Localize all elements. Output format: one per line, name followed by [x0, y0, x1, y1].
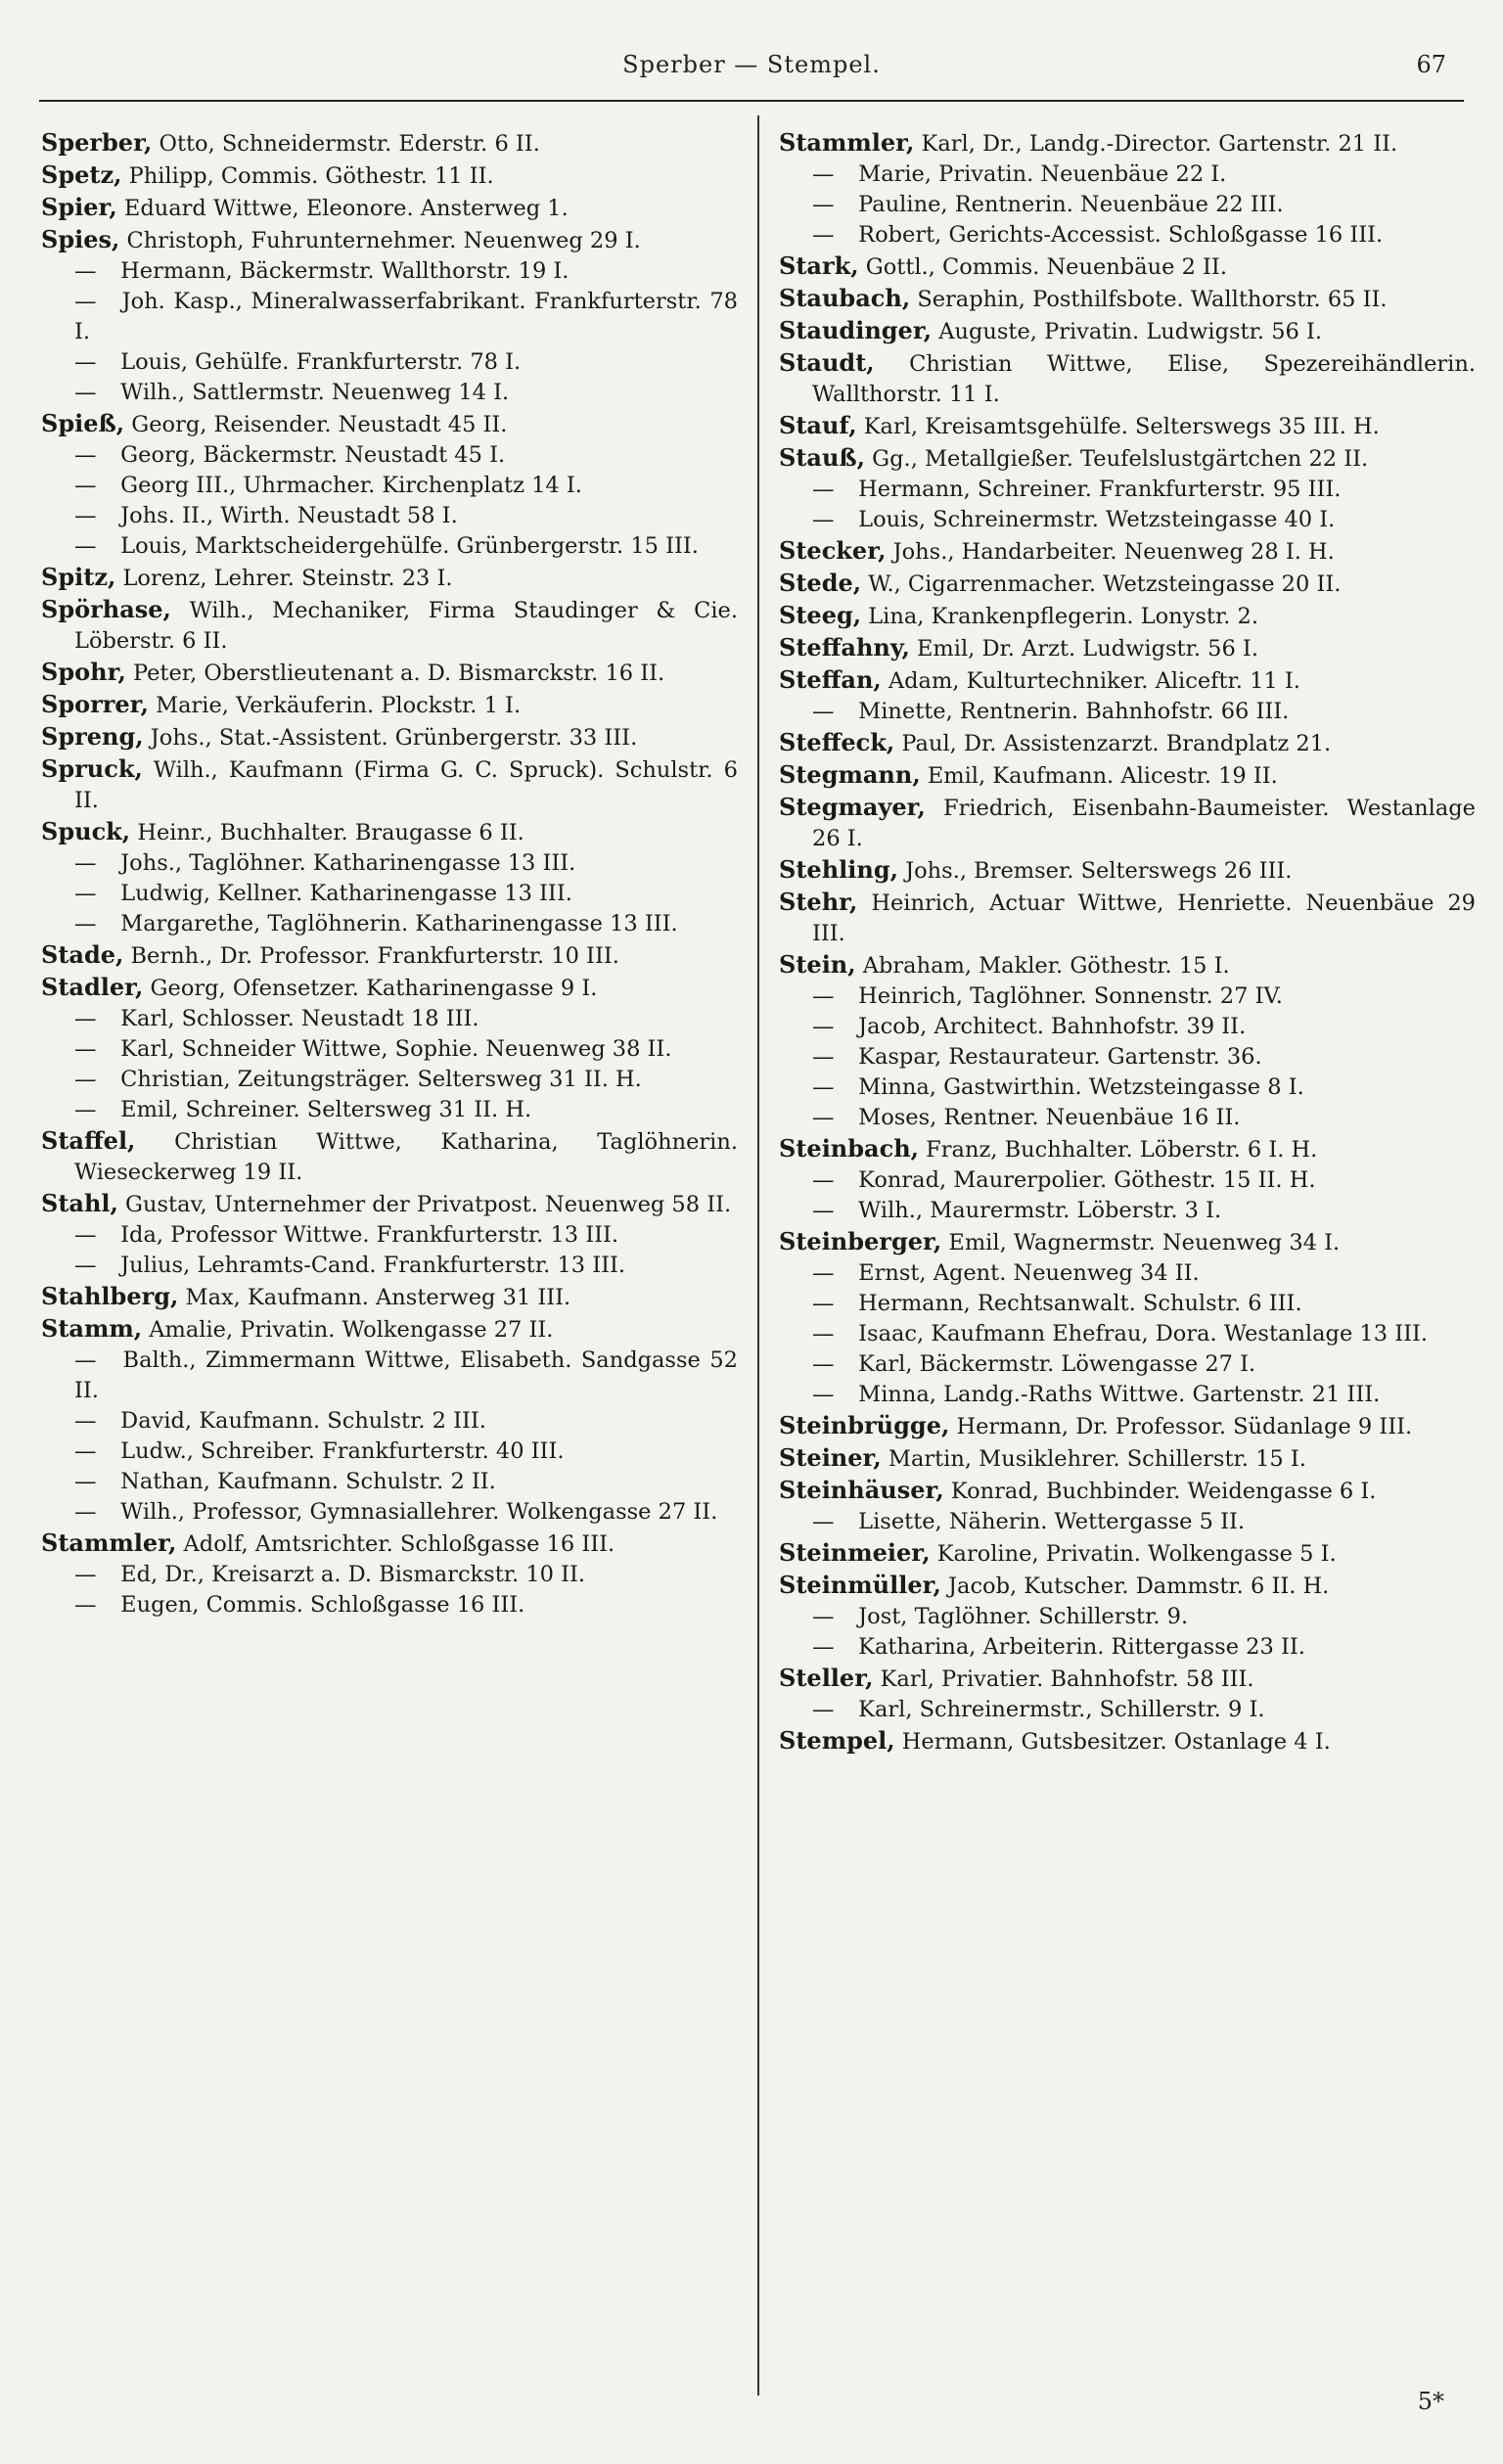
- entry-details: Louis, Gehülfe. Frankfurterstr. 78 I.: [114, 349, 522, 375]
- surname: Spetz,: [41, 160, 122, 189]
- surname: Stammler,: [779, 128, 915, 157]
- surname: Steinmeier,: [779, 1538, 931, 1567]
- surname: Stehr,: [779, 888, 858, 916]
- surname: Stamm,: [41, 1314, 143, 1343]
- entry-details: Christian Wittwe, Katharina, Taglöhnerin. Wieseckerweg 19 II.: [74, 1129, 738, 1185]
- entry-details: Karl, Dr., Landg.-Director. Gartenstr. 21 II.: [914, 131, 1398, 157]
- surname: Stede,: [779, 569, 862, 597]
- directory-entry: [41, 562, 738, 594]
- ditto-dash: —: [74, 1499, 97, 1525]
- left-column: [41, 127, 738, 1620]
- ditto-dash: —: [74, 1067, 97, 1092]
- ditto-dash: —: [74, 1097, 97, 1122]
- directory-entry: [41, 1497, 738, 1528]
- directory-entry: [779, 315, 1476, 347]
- directory-entry: [41, 879, 738, 909]
- directory-entry: [779, 251, 1476, 283]
- ditto-dash: —: [812, 1604, 835, 1629]
- entry-details: Karl, Privatier. Bahnhofstr. 58 III.: [873, 1666, 1254, 1692]
- entry-details: Konrad, Maurerpolier. Göthestr. 15 II. H.: [851, 1167, 1316, 1193]
- entry-details: Jost, Taglöhner. Schillerstr. 9.: [851, 1604, 1189, 1629]
- directory-entry: [779, 1226, 1476, 1258]
- entry-details: Emil, Schreiner. Seltersweg 31 II. H.: [114, 1097, 532, 1122]
- directory-entry: [41, 224, 738, 256]
- ditto-dash: —: [74, 1438, 97, 1464]
- directory-entry: [779, 1103, 1476, 1133]
- surname: Spreng,: [41, 722, 144, 751]
- entry-details: Friedrich, Eisenbahn-Baumeister. Westanlage 26 I.: [812, 796, 1476, 851]
- directory-entry: [41, 378, 738, 408]
- directory-entry: [41, 1188, 738, 1220]
- entry-details: Emil, Kaufmann. Alicestr. 19 II.: [920, 763, 1278, 789]
- directory-entry: [779, 1537, 1476, 1570]
- directory-entry: [779, 1258, 1476, 1289]
- header-rule: [39, 100, 1464, 102]
- entry-details: Ludw., Schreiber. Frankfurterstr. 40 III.: [114, 1438, 565, 1464]
- ditto-dash: —: [812, 699, 835, 724]
- ditto-dash: —: [74, 1592, 97, 1618]
- surname: Spuck,: [41, 817, 131, 845]
- ditto-dash: —: [812, 983, 835, 1009]
- ditto-dash: —: [812, 1634, 835, 1660]
- directory-entry: [41, 501, 738, 531]
- entry-details: Johs., Handarbeiter. Neuenweg 28 I. H.: [886, 539, 1335, 565]
- directory-entry: [779, 160, 1476, 190]
- entry-details: Adam, Kulturtechniker. Aliceftr. 11 I.: [881, 668, 1300, 694]
- entry-details: Louis, Schreinermstr. Wetzsteingasse 40 I.: [851, 507, 1336, 532]
- entry-details: Emil, Dr. Arzt. Ludwigstr. 56 I.: [909, 636, 1258, 662]
- entry-details: Ida, Professor Wittwe. Frankfurterstr. 13 III.: [114, 1222, 619, 1248]
- directory-entry: [779, 535, 1476, 568]
- entry-details: Lina, Krankenpflegerin. Lonystr. 2.: [861, 604, 1259, 629]
- entry-details: Hermann, Gutsbesitzer. Ostanlage 4 I.: [894, 1729, 1331, 1755]
- entry-details: Max, Kaufmann. Ansterweg 31 III.: [178, 1285, 571, 1310]
- entry-details: Louis, Marktscheidergehülfe. Grünbergerstr. 15 III.: [114, 533, 699, 559]
- entry-details: Wilh., Kaufmann (Firma G. C. Spruck). Schulstr. 6 II.: [74, 757, 738, 813]
- entry-details: Kaspar, Restaurateur. Gartenstr. 36.: [851, 1044, 1262, 1070]
- directory-entry: [41, 816, 738, 848]
- ditto-dash: —: [74, 442, 97, 468]
- directory-entry: [41, 192, 738, 224]
- surname: Spörhase,: [41, 595, 171, 623]
- directory-entry: [41, 1313, 738, 1346]
- directory-entry: [779, 568, 1476, 600]
- entry-details: Heinrich, Actuar Wittwe, Henriette. Neuenbäue 29 III.: [812, 890, 1476, 946]
- directory-entry: [779, 664, 1476, 697]
- entry-details: Katharina, Arbeiterin. Rittergasse 23 II.: [851, 1634, 1305, 1660]
- entry-details: Jacob, Architect. Bahnhofstr. 39 II.: [851, 1014, 1247, 1039]
- directory-entry: [41, 753, 738, 816]
- entry-details: Wilh., Mechaniker, Firma Staudinger & Cie. Löberstr. 6 II.: [74, 598, 738, 654]
- entry-details: Karl, Schreinermstr., Schillerstr. 9 I.: [851, 1697, 1265, 1722]
- ditto-dash: —: [812, 1291, 835, 1316]
- directory-entry: [779, 410, 1476, 442]
- entry-details: Gustav, Unternehmer der Privatpost. Neuenweg 58 II.: [117, 1192, 732, 1217]
- directory-entry: [779, 981, 1476, 1012]
- surname: Steffan,: [779, 665, 882, 694]
- surname: Stegmann,: [779, 760, 921, 789]
- directory-entry: [779, 632, 1476, 664]
- directory-entry: [41, 471, 738, 501]
- directory-entry: [41, 1251, 738, 1281]
- directory-entry: [41, 1004, 738, 1034]
- directory-entry: [779, 1012, 1476, 1042]
- directory-entry: [779, 1475, 1476, 1507]
- entry-details: Hermann, Schreiner. Frankfurterstr. 95 III.: [851, 477, 1342, 502]
- entry-details: Peter, Oberstlieutenant a. D. Bismarckstr. 16 II.: [125, 661, 665, 686]
- surname: Stein,: [779, 950, 856, 979]
- ditto-dash: —: [812, 1167, 835, 1193]
- entry-details: Lisette, Näherin. Wettergasse 5 II.: [851, 1509, 1246, 1534]
- entry-details: Nathan, Kaufmann. Schulstr. 2 II.: [114, 1469, 496, 1494]
- ditto-dash: —: [74, 881, 97, 906]
- entry-details: Isaac, Kaufmann Ehefrau, Dora. Westanlage 13 III.: [851, 1321, 1429, 1346]
- surname: Stade,: [41, 940, 124, 969]
- entry-details: Karl, Bäckermstr. Löwengasse 27 I.: [851, 1351, 1256, 1377]
- directory-entry: [779, 1319, 1476, 1349]
- entry-details: Christian Wittwe, Elise, Spezereihändlerin. Wallthorstr. 11 I.: [812, 351, 1476, 407]
- ditto-dash: —: [812, 1509, 835, 1534]
- directory-entry: [779, 220, 1476, 251]
- ditto-dash: —: [812, 1014, 835, 1039]
- directory-entry: [41, 1125, 738, 1188]
- surname: Stahl,: [41, 1189, 118, 1217]
- directory-entry: [779, 442, 1476, 475]
- entry-details: Gottl., Commis. Neuenbäue 2 II.: [858, 254, 1227, 280]
- ditto-dash: —: [74, 289, 97, 314]
- directory-entry: [779, 600, 1476, 632]
- directory-entry: [779, 727, 1476, 759]
- surname: Spitz,: [41, 563, 116, 591]
- entry-details: Karl, Schlosser. Neustadt 18 III.: [114, 1006, 479, 1031]
- ditto-dash: —: [74, 533, 97, 559]
- directory-entry: [41, 657, 738, 689]
- entry-details: Ed, Dr., Kreisarzt a. D. Bismarckstr. 10 II.: [114, 1562, 586, 1587]
- surname: Staffel,: [41, 1126, 136, 1155]
- entry-details: Heinr., Buchhalter. Braugasse 6 II.: [130, 820, 524, 845]
- entry-details: Marie, Verkäuferin. Plockstr. 1 I.: [148, 693, 522, 718]
- directory-entry: [779, 949, 1476, 981]
- ditto-dash: —: [74, 1253, 97, 1278]
- entry-details: Wilh., Sattlermstr. Neuenweg 14 I.: [114, 380, 510, 405]
- ditto-dash: —: [812, 477, 835, 502]
- ditto-dash: —: [74, 349, 97, 375]
- entry-details: Hermann, Bäckermstr. Wallthorstr. 19 I.: [114, 258, 569, 284]
- directory-entry: [41, 721, 738, 753]
- entry-details: Gg., Metallgießer. Teufelslustgärtchen 22 II.: [865, 446, 1369, 472]
- entry-details: Johs. II., Wirth. Neustadt 58 I.: [114, 503, 458, 528]
- entry-details: Franz, Buchhalter. Löberstr. 6 I. H.: [919, 1137, 1318, 1163]
- surname: Staudt,: [779, 348, 875, 377]
- entry-details: Eduard Wittwe, Eleonore. Ansterweg 1.: [116, 196, 569, 221]
- surname: Staudinger,: [779, 316, 933, 344]
- directory-entry: [779, 792, 1476, 854]
- surname: Steiner,: [779, 1443, 882, 1472]
- directory-entry: [779, 1632, 1476, 1663]
- ditto-dash: —: [812, 507, 835, 532]
- ditto-dash: —: [74, 503, 97, 528]
- surname: Spies,: [41, 225, 120, 253]
- entry-details: Minna, Gastwirthin. Wetzsteingasse 8 I.: [851, 1074, 1304, 1100]
- surname: Sperber,: [41, 128, 153, 157]
- directory-entry: [779, 1072, 1476, 1103]
- surname: Staubach,: [779, 284, 911, 312]
- directory-entry: [41, 972, 738, 1004]
- entry-details: Hermann, Dr. Professor. Südanlage 9 III.: [949, 1414, 1413, 1439]
- entry-details: Minna, Landg.-Raths Wittwe. Gartenstr. 21 III.: [851, 1382, 1381, 1407]
- ditto-dash: —: [74, 1006, 97, 1031]
- directory-entry: [41, 1406, 738, 1437]
- directory-entry: [41, 689, 738, 721]
- entry-details: Adolf, Amtsrichter. Schloßgasse 16 III.: [176, 1531, 615, 1557]
- directory-entry: [779, 1507, 1476, 1537]
- entry-details: Wilh., Professor, Gymnasiallehrer. Wolkengasse 27 II.: [114, 1499, 718, 1525]
- directory-entry: [41, 1528, 738, 1560]
- surname: Steffeck,: [779, 728, 895, 756]
- ditto-dash: —: [74, 1562, 97, 1587]
- column-divider: [757, 115, 759, 2396]
- entry-details: Julius, Lehramts-Cand. Frankfurterstr. 13 III.: [114, 1253, 626, 1278]
- entry-details: Bernh., Dr. Professor. Frankfurterstr. 10 III.: [123, 943, 619, 969]
- entry-details: Georg, Ofensetzer. Katharinengasse 9 I.: [143, 976, 598, 1001]
- directory-entry: [41, 256, 738, 287]
- surname: Steinhäuser,: [779, 1476, 944, 1504]
- ditto-dash: —: [812, 1105, 835, 1130]
- directory-entry: [779, 1602, 1476, 1632]
- directory-entry: [41, 1220, 738, 1251]
- directory-entry: [41, 1281, 738, 1313]
- directory-entry: [41, 160, 738, 192]
- ditto-dash: —: [812, 1321, 835, 1346]
- surname: Steinberger,: [779, 1227, 942, 1255]
- directory-entry: [779, 1042, 1476, 1072]
- directory-entry: [41, 939, 738, 972]
- ditto-dash: —: [812, 1198, 835, 1223]
- directory-entry: [41, 440, 738, 471]
- entry-details: Paul, Dr. Assistenzarzt. Brandplatz 21.: [894, 731, 1332, 756]
- entry-details: Ludwig, Kellner. Katharinengasse 13 III.: [114, 881, 572, 906]
- entry-details: Margarethe, Taglöhnerin. Katharinengasse 13 III.: [114, 911, 678, 936]
- surname: Stehling,: [779, 855, 898, 884]
- directory-entry: [779, 1663, 1476, 1695]
- directory-entry: [779, 1410, 1476, 1442]
- directory-entry: [779, 190, 1476, 220]
- directory-entry: [779, 887, 1476, 949]
- entry-details: Abraham, Makler. Göthestr. 15 I.: [855, 953, 1230, 979]
- directory-entry: [41, 1034, 738, 1065]
- entry-details: Auguste, Privatin. Ludwigstr. 56 I.: [932, 319, 1323, 344]
- entry-details: Emil, Wagnermstr. Neuenweg 34 I.: [941, 1230, 1341, 1255]
- entry-details: Martin, Musiklehrer. Schillerstr. 15 I.: [881, 1446, 1306, 1472]
- directory-entry: [779, 1695, 1476, 1725]
- directory-entry: [779, 697, 1476, 727]
- entry-details: Robert, Gerichts-Accessist. Schloßgasse 16 III.: [851, 222, 1384, 248]
- directory-entry: [779, 1725, 1476, 1757]
- surname: Stempel,: [779, 1726, 895, 1755]
- ditto-dash: —: [812, 161, 835, 187]
- directory-entry: [779, 1165, 1476, 1196]
- entry-details: Balth., Zimmermann Wittwe, Elisabeth. Sandgasse 52 II.: [74, 1347, 738, 1403]
- ditto-dash: —: [74, 1408, 97, 1434]
- entry-details: Ernst, Agent. Neuenweg 34 II.: [851, 1260, 1200, 1286]
- ditto-dash: —: [74, 380, 97, 405]
- directory-entry: [41, 848, 738, 879]
- ditto-dash: —: [812, 1351, 835, 1377]
- directory-entry: [41, 594, 738, 657]
- directory-entry: [41, 408, 738, 440]
- entry-details: David, Kaufmann. Schulstr. 2 III.: [114, 1408, 486, 1434]
- directory-entry: [41, 1095, 738, 1125]
- directory-entry: [779, 1289, 1476, 1319]
- directory-entry: [41, 287, 738, 347]
- entry-details: Seraphin, Posthilfsbote. Wallthorstr. 65 II.: [910, 287, 1388, 312]
- directory-entry: [41, 531, 738, 562]
- directory-entry: [779, 505, 1476, 535]
- entry-details: Johs., Bremser. Selterswegs 26 III.: [897, 858, 1293, 884]
- directory-entry: [779, 347, 1476, 410]
- surname: Spruck,: [41, 754, 143, 783]
- directory-entry: [779, 1442, 1476, 1475]
- surname: Stammler,: [41, 1529, 177, 1557]
- entry-details: Christian, Zeitungsträger. Seltersweg 31 II. H.: [114, 1067, 642, 1092]
- directory-entry: [779, 854, 1476, 887]
- surname: Steller,: [779, 1664, 874, 1692]
- entry-details: Karoline, Privatin. Wolkengasse 5 I.: [930, 1541, 1337, 1567]
- directory-entry: [779, 127, 1476, 160]
- directory-entry: [41, 127, 738, 160]
- surname: Sporrer,: [41, 690, 149, 718]
- right-column: [779, 127, 1476, 1757]
- surname: Steinmüller,: [779, 1571, 941, 1599]
- surname: Steeg,: [779, 601, 862, 629]
- ditto-dash: —: [74, 1469, 97, 1494]
- surname: Steinbrügge,: [779, 1411, 950, 1439]
- surname: Steffahny,: [779, 633, 910, 662]
- ditto-dash: —: [812, 1260, 835, 1286]
- ditto-dash: —: [812, 1382, 835, 1407]
- entry-details: Wilh., Maurermstr. Löberstr. 3 I.: [851, 1198, 1222, 1223]
- page-number: 67: [1416, 51, 1446, 78]
- surname: Stegmayer,: [779, 793, 926, 821]
- entry-details: Georg, Reisender. Neustadt 45 II.: [124, 412, 508, 437]
- directory-entry: [779, 1196, 1476, 1226]
- directory-entry: [779, 475, 1476, 505]
- page-header: [39, 51, 1464, 84]
- surname: Spieß,: [41, 409, 125, 437]
- directory-entry: [779, 283, 1476, 315]
- surname: Spier,: [41, 193, 117, 221]
- directory-entry: [779, 759, 1476, 792]
- surname: Steinbach,: [779, 1134, 920, 1163]
- surname: Stauf,: [779, 411, 857, 439]
- signature-mark: 5*: [1417, 2388, 1444, 2415]
- entry-details: Konrad, Buchbinder. Weidengasse 6 I.: [943, 1479, 1377, 1504]
- directory-entry: [41, 1437, 738, 1467]
- entry-details: Georg III., Uhrmacher. Kirchenplatz 14 I.: [114, 473, 582, 498]
- ditto-dash: —: [812, 1074, 835, 1100]
- ditto-dash: —: [74, 473, 97, 498]
- entry-details: Christoph, Fuhrunternehmer. Neuenweg 29 I.: [119, 228, 641, 253]
- entry-details: Jacob, Kutscher. Dammstr. 6 II. H.: [940, 1574, 1330, 1599]
- ditto-dash: —: [812, 222, 835, 248]
- entry-details: Karl, Kreisamtsgehülfe. Selterswegs 35 III. H.: [856, 414, 1380, 439]
- surname: Stecker,: [779, 536, 887, 565]
- directory-entry: [779, 1380, 1476, 1410]
- entry-details: Amalie, Privatin. Wolkengasse 27 II.: [142, 1317, 554, 1343]
- surname: Spohr,: [41, 658, 126, 686]
- ditto-dash: —: [812, 192, 835, 217]
- entry-details: Moses, Rentner. Neuenbäue 16 II.: [851, 1105, 1241, 1130]
- directory-entry: [41, 1590, 738, 1620]
- entry-details: Eugen, Commis. Schloßgasse 16 III.: [114, 1592, 525, 1618]
- entry-details: Johs., Taglöhner. Katharinengasse 13 III.: [114, 850, 576, 876]
- directory-entry: [779, 1133, 1476, 1165]
- ditto-dash: —: [74, 1036, 97, 1062]
- running-title: Sperber — Stempel.: [622, 51, 881, 78]
- directory-entry: [779, 1570, 1476, 1602]
- ditto-dash: —: [74, 911, 97, 936]
- directory-entry: [41, 1346, 738, 1406]
- entry-details: Otto, Schneidermstr. Ederstr. 6 II.: [152, 131, 540, 157]
- surname: Stadler,: [41, 973, 144, 1001]
- directory-entry: [41, 1560, 738, 1590]
- entry-details: W., Cigarrenmacher. Wetzsteingasse 20 II.: [861, 571, 1342, 597]
- entry-details: Georg, Bäckermstr. Neustadt 45 I.: [114, 442, 506, 468]
- entry-details: Marie, Privatin. Neuenbäue 22 I.: [851, 161, 1227, 187]
- entry-details: Philipp, Commis. Göthestr. 11 II.: [121, 163, 494, 189]
- entry-details: Minette, Rentnerin. Bahnhofstr. 66 III.: [851, 699, 1290, 724]
- entry-details: Joh. Kasp., Mineralwasserfabrikant. Frankfurterstr. 78 I.: [74, 289, 738, 344]
- directory-entry: [41, 1467, 738, 1497]
- ditto-dash: —: [74, 258, 97, 284]
- surname: Stauß,: [779, 443, 866, 472]
- ditto-dash: —: [74, 1222, 97, 1248]
- ditto-dash: —: [812, 1044, 835, 1070]
- ditto-dash: —: [812, 1697, 835, 1722]
- directory-entry: [41, 347, 738, 378]
- directory-entry: [779, 1349, 1476, 1380]
- entry-details: Hermann, Rechtsanwalt. Schulstr. 6 III.: [851, 1291, 1302, 1316]
- entry-details: Johs., Stat.-Assistent. Grünbergerstr. 33 III.: [143, 725, 638, 751]
- surname: Stahlberg,: [41, 1282, 179, 1310]
- surname: Stark,: [779, 251, 859, 280]
- directory-entry: [41, 1065, 738, 1095]
- ditto-dash: —: [74, 850, 97, 876]
- directory-entry: [41, 909, 738, 939]
- ditto-dash: —: [74, 1347, 97, 1373]
- entry-details: Karl, Schneider Wittwe, Sophie. Neuenweg 38 II.: [114, 1036, 672, 1062]
- entry-details: Lorenz, Lehrer. Steinstr. 23 I.: [115, 566, 453, 591]
- entry-details: Heinrich, Taglöhner. Sonnenstr. 27 IV.: [851, 983, 1283, 1009]
- entry-details: Pauline, Rentnerin. Neuenbäue 22 III.: [851, 192, 1284, 217]
